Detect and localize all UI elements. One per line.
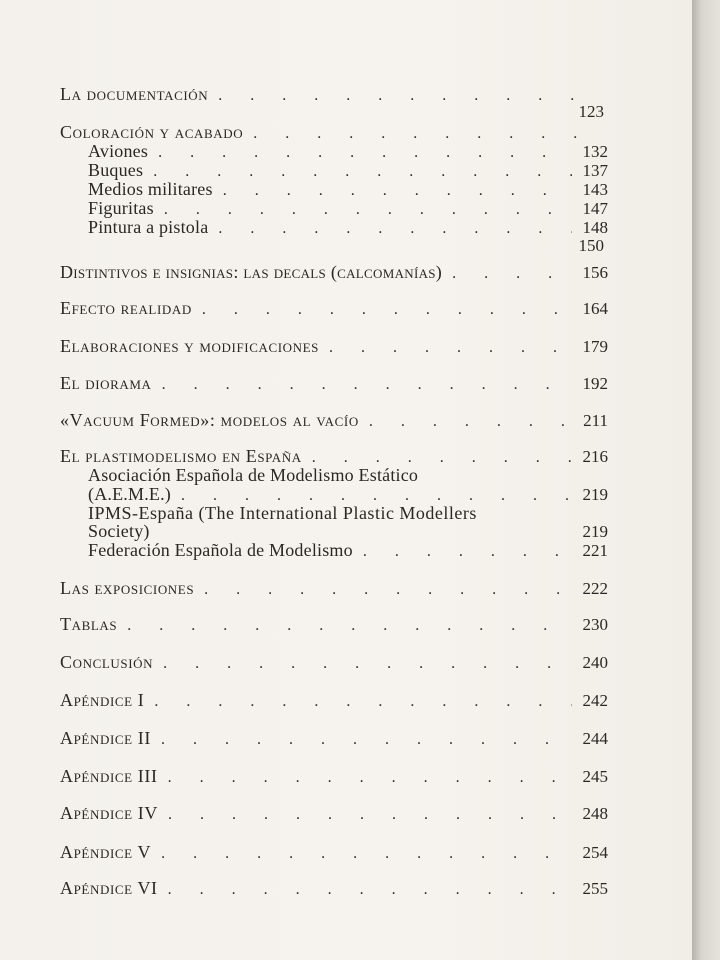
toc-entry-page: 147 bbox=[582, 199, 608, 218]
toc-entry-page: 255 bbox=[582, 879, 608, 898]
toc-entry-title: Elaboraciones y modificaciones bbox=[60, 336, 320, 356]
toc-entry-apendice-1 bbox=[60, 690, 608, 711]
toc-entry-page: 216 bbox=[582, 447, 608, 466]
toc-entry-page: 230 bbox=[582, 615, 608, 634]
toc-subentry-medios-militares bbox=[88, 179, 608, 200]
toc-entry-title: El diorama bbox=[60, 373, 152, 393]
leader-dots bbox=[329, 339, 572, 357]
toc-entry-title: Apéndice I bbox=[60, 690, 145, 710]
toc-entry-title: Apéndice II bbox=[60, 728, 151, 748]
page-edge bbox=[692, 0, 720, 960]
toc-entry-tablas bbox=[60, 614, 608, 635]
toc-entry-conclusion bbox=[60, 652, 608, 673]
toc-entry-title: IPMS-España (The International Plastic Modellers bbox=[88, 503, 477, 523]
toc-entry-title: Tablas bbox=[60, 614, 118, 634]
toc-entry-page: 240 bbox=[582, 653, 608, 672]
toc-entry-plastimodelismo bbox=[60, 446, 608, 467]
toc-entry-apendice-3 bbox=[60, 766, 608, 787]
leader-dots bbox=[127, 617, 572, 635]
leader-dots bbox=[162, 376, 572, 394]
toc-entry-page: 137 bbox=[582, 161, 608, 180]
toc-subentry-buques bbox=[88, 160, 608, 181]
toc-entry-page: 219 bbox=[582, 522, 608, 541]
toc-entry-title: Apéndice III bbox=[60, 766, 158, 786]
toc-entry-diorama bbox=[60, 373, 608, 394]
toc-entry-page: 123 bbox=[578, 102, 604, 121]
toc-entry-apendice-4 bbox=[60, 803, 608, 824]
toc-entry-page: 244 bbox=[582, 729, 608, 748]
toc-subentry-aeme-title bbox=[88, 465, 608, 486]
toc-entry-page: 156 bbox=[582, 263, 608, 282]
toc-entry-title: Society) bbox=[88, 521, 150, 541]
leader-dots bbox=[218, 87, 602, 105]
toc-entry-efecto-realidad bbox=[60, 298, 608, 319]
toc-entry-title: Apéndice V bbox=[60, 842, 152, 862]
toc-subentry-federacion bbox=[88, 540, 608, 561]
toc-subentry-aviones bbox=[88, 141, 608, 162]
leader-dots bbox=[363, 543, 572, 561]
toc-entry-page: 192 bbox=[582, 374, 608, 393]
leader-dots bbox=[168, 806, 572, 824]
toc-entry-title: Figuritas bbox=[88, 198, 154, 218]
leader-dots bbox=[218, 220, 572, 238]
toc-entry-page: 132 bbox=[582, 142, 608, 161]
leader-dots bbox=[369, 413, 572, 431]
toc-entry-title: Asociación Española de Modelismo Estático bbox=[88, 465, 419, 485]
toc-entry-title: «Vacuum Formed»: modelos al vacío bbox=[60, 410, 359, 430]
toc-entry-page: 254 bbox=[582, 843, 608, 862]
toc-subentry-ipms bbox=[88, 521, 608, 542]
toc-entry-page: 179 bbox=[582, 337, 608, 356]
leader-dots bbox=[161, 845, 572, 863]
toc-entry-title: La documentación bbox=[60, 84, 209, 104]
toc-entry-page: 211 bbox=[583, 411, 608, 430]
toc-entry-title: Aviones bbox=[88, 141, 149, 161]
toc-entry-page: 242 bbox=[582, 691, 608, 710]
toc-subentry-aeme bbox=[88, 484, 608, 505]
leader-dots bbox=[163, 655, 572, 673]
toc-entry-page: 245 bbox=[582, 767, 608, 786]
leader-dots bbox=[161, 731, 572, 749]
toc-subentry-figuritas bbox=[88, 198, 608, 219]
leader-dots bbox=[204, 581, 572, 599]
leader-dots bbox=[168, 881, 572, 899]
toc-entry-documentacion bbox=[60, 84, 608, 105]
toc-entry-title: Federación Española de Modelismo bbox=[88, 540, 353, 560]
toc-entry-title: Medios militares bbox=[88, 179, 213, 199]
toc-subentry-pintura-pistola bbox=[88, 217, 608, 238]
toc-entry-coloracion bbox=[60, 122, 608, 143]
toc-entry-page: 150 bbox=[578, 236, 604, 255]
toc-entry-title: El plastimodelismo en España bbox=[60, 446, 302, 466]
toc-entry-title: Apéndice IV bbox=[60, 803, 158, 823]
toc-entry-apendice-2 bbox=[60, 728, 608, 749]
toc-entry-title: Pintura a pistola bbox=[88, 217, 209, 237]
toc-entry-title: Conclusión bbox=[60, 652, 154, 672]
leader-dots bbox=[452, 265, 572, 283]
leader-dots bbox=[154, 693, 572, 711]
leader-dots bbox=[168, 769, 572, 787]
toc-entry-page: 164 bbox=[582, 299, 608, 318]
leader-dots bbox=[202, 301, 572, 319]
toc-entry-elaboraciones bbox=[60, 336, 608, 357]
toc-entry-page: 248 bbox=[582, 804, 608, 823]
toc-entry-page: 221 bbox=[582, 541, 608, 560]
toc-entry-page: 222 bbox=[582, 579, 608, 598]
toc-entry-apendice-6 bbox=[60, 878, 608, 899]
toc-entry-page: 148 bbox=[582, 218, 608, 237]
toc-entry-title: Distintivos e insignias: las decals (calcomanías) bbox=[60, 262, 443, 282]
toc-entry-title: Coloración y acabado bbox=[60, 122, 244, 142]
toc-entry-distintivos bbox=[60, 262, 608, 283]
toc-entry-page: 143 bbox=[582, 180, 608, 199]
toc-entry-title: (A.E.M.E.) bbox=[88, 484, 171, 504]
toc-entry-title: Buques bbox=[88, 160, 144, 180]
toc-entry-apendice-5 bbox=[60, 842, 608, 863]
toc-entry-page: 219 bbox=[582, 485, 608, 504]
toc-entry-vacuum-formed bbox=[60, 410, 608, 431]
toc-entry-exposiciones bbox=[60, 578, 608, 599]
toc-entry-title: Efecto realidad bbox=[60, 298, 192, 318]
toc-entry-title: Las exposiciones bbox=[60, 578, 195, 598]
toc-entry-title: Apéndice VI bbox=[60, 878, 158, 898]
